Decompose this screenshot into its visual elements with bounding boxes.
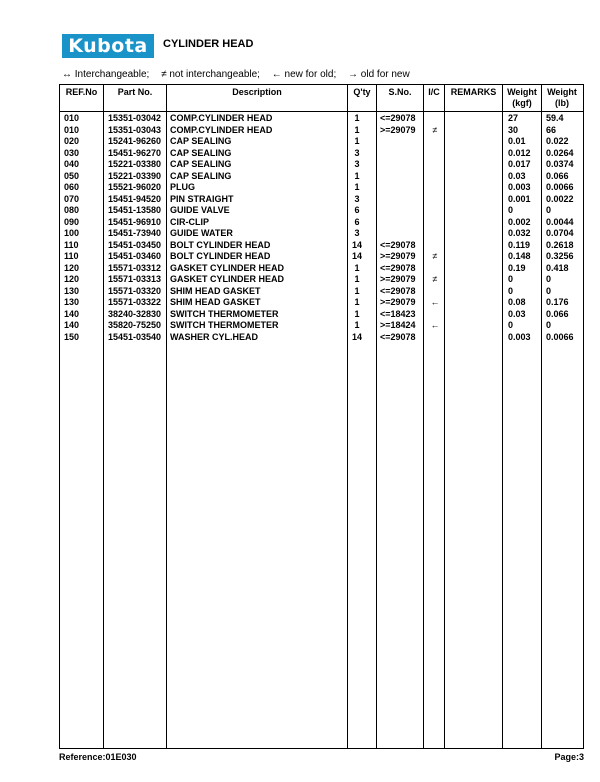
description-cell: SHIM HEAD GASKET [170, 285, 261, 296]
ref-no-cell: 030 [64, 147, 80, 158]
weight-lb-cell: 0.418 [546, 262, 569, 273]
ref-no-cell: 150 [64, 331, 80, 342]
reference-number: Reference:01E030 [59, 752, 137, 762]
description-cell: WASHER CYL.HEAD [170, 331, 259, 342]
qty-cell: 1 [354, 182, 360, 192]
col-header-sno: S.No. [388, 87, 412, 97]
kubota-logo: Kubota [62, 34, 154, 58]
weight-lb-cell: 0.2618 [546, 239, 574, 250]
ref-no-cell: 130 [64, 285, 80, 296]
ref-no-cell: 120 [64, 262, 80, 273]
description-cell: COMP.CYLINDER HEAD [170, 124, 273, 135]
serial-no-cell: >=18424 [380, 320, 416, 330]
ref-no-cell: 020 [64, 136, 80, 146]
weight-lb-cell: 0.0044 [546, 216, 574, 227]
weight-lb-cell: 0 [546, 274, 552, 284]
ref-no-cell: 080 [64, 205, 80, 215]
weight-lb-cell: 0.0704 [546, 228, 574, 238]
ref-no-cell: 120 [64, 274, 80, 284]
ref-no-cell: 110 [64, 251, 79, 261]
weight-kgf-cell: 30 [508, 124, 519, 135]
serial-no-cell: >=29079 [380, 124, 416, 135]
qty-cell: 1 [354, 274, 360, 284]
table-row [0, 125, 600, 137]
part-no-cell: 15521-96020 [108, 182, 162, 192]
col-header-ref: REF.No [65, 87, 98, 97]
table-row [0, 159, 600, 171]
table-row [0, 297, 600, 309]
weight-lb-cell: 0.066 [546, 170, 569, 181]
qty-cell: 1 [354, 170, 360, 181]
description-cell: BOLT CYLINDER HEAD [170, 251, 271, 261]
serial-no-cell: >=29079 [380, 274, 416, 284]
weight-lb-cell: 0.066 [546, 308, 569, 319]
description-cell: SWITCH THERMOMETER [170, 320, 279, 330]
ref-no-cell: 050 [64, 170, 80, 181]
table-row [0, 217, 600, 229]
weight-lb-cell: 0.0066 [546, 331, 574, 342]
table-row [0, 171, 600, 183]
table-row [0, 136, 600, 148]
col-header-description: Description [232, 87, 282, 97]
part-no-cell: 15571-03313 [108, 274, 162, 284]
interchange-cell: ≠ [432, 274, 438, 284]
serial-no-cell: <=29078 [380, 285, 416, 296]
weight-lb-cell: 0.0066 [546, 182, 574, 192]
qty-cell: 14 [351, 331, 362, 342]
weight-kgf-cell: 0 [508, 274, 514, 284]
part-no-cell: 15351-03042 [108, 113, 162, 123]
weight-kgf-cell: 0.148 [508, 251, 531, 261]
weight-kgf-cell: 0.03 [508, 170, 526, 181]
table-row [0, 205, 600, 217]
description-cell: CAP SEALING [170, 170, 232, 181]
serial-no-cell: <=29078 [380, 113, 416, 123]
qty-cell: 14 [351, 251, 362, 261]
qty-cell: 3 [354, 159, 360, 169]
part-no-cell: 15451-13580 [108, 205, 162, 215]
weight-kgf-cell: 0.119 [508, 239, 531, 250]
qty-cell: 3 [354, 228, 360, 238]
serial-no-cell: <=29078 [380, 262, 416, 273]
weight-kgf-cell: 0.08 [508, 297, 526, 307]
ref-no-cell: 110 [64, 239, 79, 250]
description-cell: CAP SEALING [170, 147, 232, 158]
ref-no-cell: 010 [64, 124, 80, 135]
weight-lb-cell: 0.0374 [546, 159, 574, 169]
weight-lb-cell: 66 [546, 124, 557, 135]
table-row [0, 309, 600, 321]
serial-no-cell: <=29078 [380, 239, 416, 250]
col-header-remarks: REMARKS [450, 87, 497, 97]
qty-cell: 3 [354, 193, 360, 204]
description-cell: SHIM HEAD GASKET [170, 297, 261, 307]
serial-no-cell: <=18423 [380, 308, 416, 319]
qty-cell: 1 [354, 262, 360, 273]
description-cell: SWITCH THERMOMETER [170, 308, 279, 319]
weight-lb-cell: 59.4 [546, 113, 564, 123]
col-header-weight-lb: Weight (lb) [547, 87, 577, 108]
description-cell: COMP.CYLINDER HEAD [170, 113, 273, 123]
qty-cell: 3 [354, 147, 360, 158]
description-cell: GUIDE VALVE [170, 205, 230, 215]
table-row [0, 251, 600, 263]
qty-cell: 1 [354, 308, 360, 319]
col-header-weight-kgf: Weight (kgf) [507, 87, 537, 108]
ref-no-cell: 040 [64, 159, 80, 169]
description-cell: GUIDE WATER [170, 228, 233, 238]
part-no-cell: 15451-03450 [108, 239, 162, 250]
weight-lb-cell: 0 [546, 320, 552, 330]
weight-kgf-cell: 0.017 [508, 159, 531, 169]
ref-no-cell: 010 [64, 113, 80, 123]
table-row [0, 263, 600, 275]
parts-table-body [0, 113, 600, 343]
part-no-cell: 15451-03460 [108, 251, 162, 261]
part-no-cell: 15451-73940 [108, 228, 162, 238]
part-no-cell: 15571-03312 [108, 262, 162, 273]
part-no-cell: 38240-32830 [108, 308, 162, 319]
weight-kgf-cell: 0.003 [508, 182, 531, 192]
table-row [0, 182, 600, 194]
part-no-cell: 15451-03540 [108, 331, 162, 342]
ref-no-cell: 100 [64, 228, 80, 238]
table-row [0, 332, 600, 344]
weight-kgf-cell: 0 [508, 285, 514, 296]
legend-not-interchangeable: ≠ not interchangeable; [161, 69, 260, 80]
serial-no-cell: <=29078 [380, 331, 416, 342]
ref-no-cell: 070 [64, 193, 80, 204]
qty-cell: 1 [354, 113, 360, 123]
interchange-cell: ≠ [432, 124, 438, 135]
part-no-cell: 15451-94520 [108, 193, 162, 204]
qty-cell: 1 [354, 297, 360, 307]
col-header-part: Part No. [117, 87, 153, 97]
legend-interchangeable: ↔ Interchangeable; [62, 69, 150, 80]
serial-no-cell: >=29079 [380, 297, 416, 307]
interchange-cell: ← [430, 320, 440, 330]
weight-kgf-cell: 0.03 [508, 308, 526, 319]
weight-kgf-cell: 0.012 [508, 147, 531, 158]
part-no-cell: 15571-03320 [108, 285, 162, 296]
table-row [0, 228, 600, 240]
description-cell: GASKET CYLINDER HEAD [170, 262, 285, 273]
ref-no-cell: 140 [64, 320, 80, 330]
description-cell: PLUG [170, 182, 196, 192]
header-divider [59, 111, 584, 112]
part-no-cell: 15241-96260 [108, 136, 162, 146]
part-no-cell: 15451-96910 [108, 216, 162, 227]
weight-kgf-cell: 0.032 [508, 228, 531, 238]
weight-kgf-cell: 0.002 [508, 216, 531, 227]
table-row [0, 148, 600, 160]
description-cell: PIN STRAIGHT [170, 193, 234, 204]
ref-no-cell: 130 [64, 297, 80, 307]
part-no-cell: 15351-03043 [108, 124, 162, 135]
col-header-qty: Q'ty [353, 87, 371, 97]
page-title: CYLINDER HEAD [163, 38, 254, 50]
ref-no-cell: 060 [64, 182, 80, 192]
description-cell: CAP SEALING [170, 159, 232, 169]
qty-cell: 1 [354, 285, 360, 296]
weight-lb-cell: 0 [546, 285, 552, 296]
ref-no-cell: 140 [64, 308, 80, 319]
table-row [0, 274, 600, 286]
table-row [0, 286, 600, 298]
table-row [0, 113, 600, 125]
part-no-cell: 15221-03390 [108, 170, 162, 181]
part-no-cell: 15571-03322 [108, 297, 162, 307]
weight-kgf-cell: 0.003 [508, 331, 531, 342]
table-row [0, 194, 600, 206]
serial-no-cell: >=29079 [380, 251, 416, 261]
weight-kgf-cell: 27 [508, 113, 519, 123]
qty-cell: 1 [354, 320, 360, 330]
legend-old-for-new: → old for new [348, 69, 410, 80]
description-cell: CAP SEALING [170, 136, 232, 146]
weight-kgf-cell: 0.01 [508, 136, 526, 146]
table-row [0, 320, 600, 332]
weight-lb-cell: 0.176 [546, 297, 569, 307]
part-no-cell: 15221-03380 [108, 159, 162, 169]
description-cell: CIR-CLIP [170, 216, 209, 227]
description-cell: BOLT CYLINDER HEAD [170, 239, 271, 250]
ref-no-cell: 090 [64, 216, 80, 227]
interchange-cell: ≠ [432, 251, 438, 261]
weight-lb-cell: 0 [546, 205, 552, 215]
weight-lb-cell: 0.0264 [546, 147, 574, 158]
interchange-legend [62, 69, 419, 80]
weight-lb-cell: 0.0022 [546, 193, 574, 204]
col-header-ic: I/C [428, 87, 440, 97]
weight-kgf-cell: 0.001 [508, 193, 531, 204]
qty-cell: 6 [354, 205, 360, 215]
part-no-cell: 35820-75250 [108, 320, 162, 330]
qty-cell: 1 [354, 136, 360, 146]
weight-kgf-cell: 0.19 [508, 262, 526, 273]
interchange-cell: ← [430, 297, 440, 307]
qty-cell: 1 [354, 124, 360, 135]
weight-kgf-cell: 0 [508, 320, 514, 330]
legend-new-for-old: ← new for old; [271, 69, 337, 80]
table-row [0, 240, 600, 252]
weight-lb-cell: 0.022 [546, 136, 569, 146]
part-no-cell: 15451-96270 [108, 147, 162, 158]
description-cell: GASKET CYLINDER HEAD [170, 274, 285, 284]
page-number: Page:3 [554, 752, 584, 762]
weight-lb-cell: 0.3256 [546, 251, 574, 261]
qty-cell: 14 [351, 239, 362, 250]
weight-kgf-cell: 0 [508, 205, 514, 215]
qty-cell: 6 [354, 216, 360, 227]
